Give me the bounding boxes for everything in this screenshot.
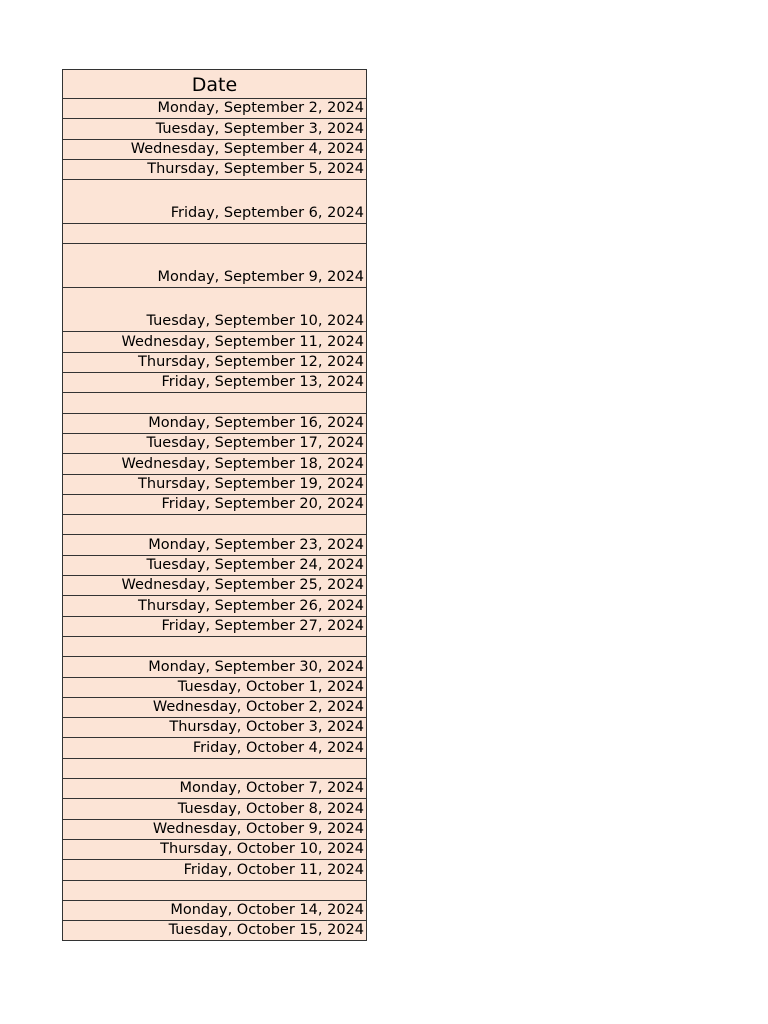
empty-date-cell[interactable] xyxy=(63,637,367,657)
empty-date-cell[interactable] xyxy=(63,515,367,535)
date-cell[interactable]: Monday, October 7, 2024 xyxy=(63,779,367,799)
date-cell[interactable]: Tuesday, October 15, 2024 xyxy=(63,921,367,941)
date-cell[interactable]: Wednesday, October 9, 2024 xyxy=(63,820,367,840)
date-cell[interactable]: Wednesday, October 2, 2024 xyxy=(63,698,367,718)
date-cell[interactable]: Thursday, September 26, 2024 xyxy=(63,596,367,616)
date-cell[interactable]: Tuesday, September 10, 2024 xyxy=(63,288,367,332)
date-cell[interactable]: Monday, October 14, 2024 xyxy=(63,901,367,921)
empty-date-cell[interactable] xyxy=(63,224,367,244)
date-cell[interactable]: Tuesday, September 3, 2024 xyxy=(63,119,367,139)
date-rows xyxy=(63,99,367,941)
date-cell[interactable]: Friday, October 11, 2024 xyxy=(63,860,367,880)
date-cell[interactable]: Monday, September 9, 2024 xyxy=(63,244,367,288)
date-cell[interactable]: Tuesday, September 24, 2024 xyxy=(63,556,367,576)
date-cell[interactable]: Monday, September 16, 2024 xyxy=(63,414,367,434)
date-cell[interactable]: Monday, September 30, 2024 xyxy=(63,657,367,677)
date-cell[interactable]: Thursday, September 19, 2024 xyxy=(63,475,367,495)
date-cell[interactable]: Friday, September 6, 2024 xyxy=(63,180,367,224)
column-header-date[interactable]: Date xyxy=(63,70,367,99)
date-cell[interactable]: Friday, September 27, 2024 xyxy=(63,617,367,637)
empty-date-cell[interactable] xyxy=(63,393,367,413)
date-cell[interactable]: Wednesday, September 18, 2024 xyxy=(63,454,367,474)
date-cell[interactable]: Thursday, October 3, 2024 xyxy=(63,718,367,738)
date-cell[interactable]: Friday, October 4, 2024 xyxy=(63,738,367,758)
date-cell[interactable]: Tuesday, October 1, 2024 xyxy=(63,678,367,698)
date-cell[interactable]: Monday, September 2, 2024 xyxy=(63,99,367,119)
date-cell[interactable]: Wednesday, September 4, 2024 xyxy=(63,140,367,160)
date-cell[interactable]: Friday, September 20, 2024 xyxy=(63,495,367,515)
date-cell[interactable]: Monday, September 23, 2024 xyxy=(63,535,367,555)
date-column-table xyxy=(62,69,367,941)
date-cell[interactable]: Wednesday, September 11, 2024 xyxy=(63,332,367,352)
date-cell[interactable]: Tuesday, October 8, 2024 xyxy=(63,799,367,819)
date-cell[interactable]: Thursday, September 12, 2024 xyxy=(63,353,367,373)
date-cell[interactable]: Friday, September 13, 2024 xyxy=(63,373,367,393)
date-cell[interactable]: Thursday, September 5, 2024 xyxy=(63,160,367,180)
date-cell[interactable]: Thursday, October 10, 2024 xyxy=(63,840,367,860)
empty-date-cell[interactable] xyxy=(63,759,367,779)
date-cell[interactable]: Wednesday, September 25, 2024 xyxy=(63,576,367,596)
date-cell[interactable]: Tuesday, September 17, 2024 xyxy=(63,434,367,454)
empty-date-cell[interactable] xyxy=(63,881,367,901)
